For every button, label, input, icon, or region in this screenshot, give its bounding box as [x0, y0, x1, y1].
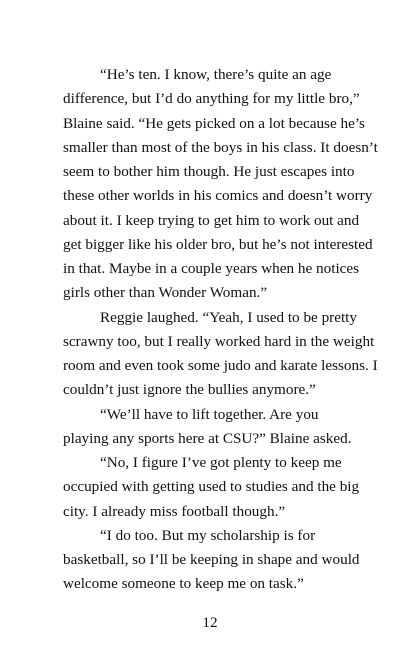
paragraph-3: [63, 403, 358, 452]
text-line: “No, I figure I’ve got plenty to keep me: [100, 454, 342, 471]
text-line: city. I already miss football though.”: [63, 502, 286, 520]
text-line: couldn’t just ignore the bullies anymore.”: [63, 381, 316, 399]
paragraph-1: [63, 63, 378, 306]
text-line: get bigger like his older bro, but he’s not interested: [63, 235, 373, 253]
text-line: occupied with getting used to studies and the big: [63, 478, 360, 496]
text-line: “He’s ten. I know, there’s quite an age: [100, 66, 332, 83]
text-line: Blaine said. “He gets picked on a lot because he’s: [63, 114, 365, 132]
text-line: smaller than most of the boys in his class. It doesn’t: [63, 138, 378, 156]
text-line: “I do too. But my scholarship is for: [100, 526, 316, 544]
paragraph-4: [63, 451, 358, 524]
text-line: scrawny too, but I really worked hard in the weight: [63, 332, 375, 350]
text-line: about it. I keep trying to get him to work out and: [63, 211, 360, 229]
text-line: “We’ll have to lift together. Are you: [100, 405, 319, 423]
text-line: in that. Maybe in a couple years when he notices: [63, 260, 360, 277]
text-line: Reggie laughed. “Yeah, I used to be pretty: [100, 308, 357, 326]
text-line: girls other than Wonder Woman.”: [63, 284, 268, 302]
paragraph-5: [63, 524, 358, 597]
paragraph-2: [63, 306, 378, 403]
text-line: welcome someone to keep me on task.”: [63, 575, 304, 593]
text-line: playing any sports here at CSU?” Blaine asked.: [63, 429, 352, 447]
body-text: [63, 63, 378, 597]
text-line: room and even took some judo and karate lessons. I: [63, 357, 378, 374]
text-line: these other worlds in his comics and doesn’t worry: [63, 187, 373, 205]
text-line: difference, but I’d do anything for my little bro,”: [63, 90, 360, 108]
text-line: basketball, so I’ll be keeping in shape and would: [63, 551, 360, 568]
text-line: seem to bother him though. He just escapes into: [63, 163, 355, 180]
page-number: 12: [202, 614, 218, 631]
